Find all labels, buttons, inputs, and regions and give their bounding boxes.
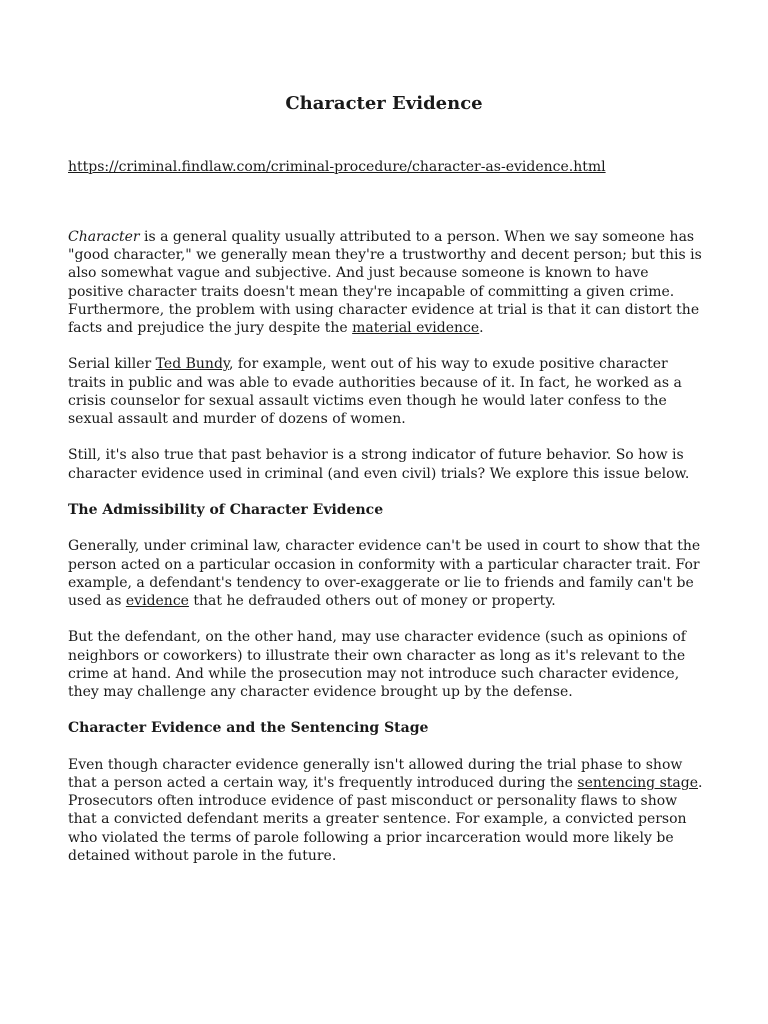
source-url-link[interactable]: https://criminal.findlaw.com/criminal-procedure/character-as-evidence.html bbox=[68, 159, 606, 175]
term-character: Character bbox=[68, 229, 140, 245]
paragraph-ted-bundy: Serial killer Ted Bundy, for example, went out of his way to exude positive character traits in public and was able to evade authorities because of it. In fact, he worked as a crisis counselor for sexual assault victims even though he would later confess to the sexual assault and murder of dozens of women. bbox=[68, 356, 682, 428]
material-evidence-link[interactable]: material evidence bbox=[352, 320, 480, 337]
heading-admissibility: The Admissibility of Character Evidence bbox=[68, 502, 384, 518]
paragraph-criminal-law: Generally, under criminal law, character evidence can't be used in court to show that the person acted on a particular occasion in conformity with a particular character trait. For example, a defendant's tendency to over-exaggerate or lie to friends and family can't be used as evidence that he defrauded others out of money or property. bbox=[68, 538, 701, 609]
paragraph-sentencing: Even though character evidence generally isn't allowed during the trial phase to show that a person acted a certain way, it's frequently introduced during the sentencing stage. Prosecutors often introduce evidence of past misconduct or personality flaws to show that a convicted defendant merits a greater sentence. For example, a convicted person who violated the terms of parole following a prior incarceration would more likely be detained without parole in the future. bbox=[68, 756, 703, 864]
ted-bundy-link[interactable]: Ted Bundy bbox=[155, 356, 229, 373]
page-title: Character Evidence bbox=[285, 93, 483, 114]
evidence-link[interactable]: evidence bbox=[125, 593, 189, 609]
paragraph-defendant: But the defendant, on the other hand, may use character evidence (such as opinions of neighbors or coworkers) to illustrate their own character as long as it's relevant to the crime at hand. And while the prosecution may not introduce such character evidence, they may challenge any character evidence brought up by the defense. bbox=[68, 629, 686, 700]
heading-sentencing: Character Evidence and the Sentencing Stage bbox=[68, 720, 429, 737]
article-body bbox=[68, 228, 708, 883]
paragraph-intro: Character is a general quality usually attributed to a person. When we say someone has "good character," we generally mean they're a trustworthy and decent person; but this is also somewhat vague and subjective. And just because someone is known to have positive character traits doesn't mean they're incapable of committing a given crime. Furthermore, the problem with using character evidence at trial is that it can distort the facts and prejudice the jury despite the material evidence. bbox=[68, 229, 702, 337]
sentencing-stage-link[interactable]: sentencing stage bbox=[577, 774, 698, 791]
paragraph-past-behavior: Still, it's also true that past behavior is a strong indicator of future behavior. So how is character evidence used in criminal (and even civil) trials? We explore this issue below. bbox=[68, 447, 690, 482]
